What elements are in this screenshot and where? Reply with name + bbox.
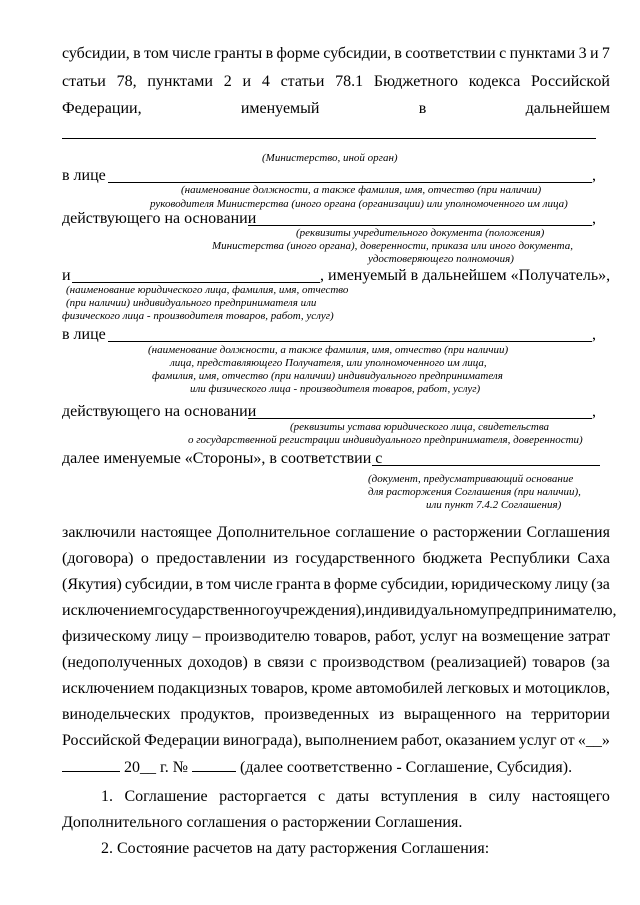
comma-2: , [592,210,596,227]
word: заключили [62,524,136,541]
body-line-9 [62,731,610,751]
word: доходов) [188,654,248,671]
word: гранта [275,576,321,593]
word: расторжении [432,524,522,541]
word: Российской [62,732,141,749]
word: (Якутия) [62,576,122,593]
word: мотоциклов, [524,680,610,697]
intro-line-3 [62,99,610,119]
p1-line-1 [101,787,610,807]
word: бюджета [422,550,483,567]
caption-deystv-1b: Министерства (иного органа), доверенности, приказа или иного документа, [212,240,573,252]
caption-deystv-1a: (реквизиты учредительного документа (положения) [296,227,545,239]
word: государственного [154,602,274,619]
caption-poluchatel-b: (при наличии) индивидуального предпринимателя или [66,297,317,309]
caption-v-litse-1a: (наименование должности, а также фамилия, имя, отчество (при наличии) [181,184,542,196]
word: (договора) [62,550,134,567]
word: в [418,100,427,117]
word: производством [322,654,425,671]
word: юридическому [451,576,552,593]
comma-4: , [592,403,596,420]
word: 78.1 [335,73,364,90]
intro-line-2 [62,72,610,92]
word: лицу [554,576,589,593]
storony-text: далее именуемые «Стороны», в соответствии с [62,450,383,467]
word: Бюджетного [373,73,459,90]
word: статьи [62,73,106,90]
word: и [589,45,599,62]
word: настоящего [531,788,610,805]
caption-v-litse-2b: лица, представляющего Получателя, или уполномоченного им лица, [170,357,487,369]
word: соглашение [335,524,415,541]
caption-v-litse-1b: руководителя Министерства (иного органа (организации) или уполномоченного им лица) [150,198,568,210]
word: расторгается [219,788,307,805]
word: легковых [446,680,510,697]
word: винограда), [222,732,302,749]
comma-3: , [592,326,596,343]
word: предоставлении [156,550,266,567]
p1-line-2: Дополнительного соглашения о расторжении Соглашения. [62,814,463,831]
year-blank: __ [140,759,156,776]
word: винодельческих [62,706,171,723]
g-no: г. № [156,759,189,776]
storony-blank [372,465,600,466]
word: с [317,788,326,805]
body-line-4 [62,601,617,621]
word: Соглашение [124,788,208,805]
word: в [394,45,402,62]
word: автомобилей [355,680,443,697]
body-line-8 [62,705,610,725]
word: выращенного [403,706,497,723]
word: в [253,654,262,671]
ministry-blank [62,138,596,139]
date-line [62,757,610,778]
word: с [499,45,507,62]
v-litse-label-1: в лице [62,167,106,184]
caption-storony-b: для расторжения Соглашения (при наличии), [368,486,581,498]
caption-v-litse-2c: фамилия, имя, отчество (при наличии) индивидуального предпринимателя [152,370,503,382]
poluchatel-blank [72,282,320,283]
word: настоящее [140,524,212,541]
body-line-5 [62,627,610,647]
word: учреждения), [273,602,366,619]
word: дальнейшем [525,100,610,117]
deystv-label-1: действующего на основании [62,210,257,227]
word: форме [276,45,320,62]
caption-deystv-2b: о государственной регистрации индивидуального предпринимателя, доверенности) [188,434,583,446]
word: (за [591,654,610,671]
v-litse-label-2: в лице [62,326,106,343]
word: Федерации [144,732,220,749]
body-line-7 [62,679,610,699]
deystv-blank-2 [248,418,592,419]
word: числе [172,45,211,62]
word: субсидии, [323,45,391,62]
word: физическому [62,628,152,645]
word: подакцизных [157,680,248,697]
intro-line-1 [62,44,610,64]
comma-1: , [592,167,596,184]
caption-deystv-2a: (реквизиты устава юридического лица, свидетельства [290,421,550,433]
word: в [469,788,478,805]
word: (реализацией) [430,654,527,671]
word: субсидии, [124,576,193,593]
word: и [242,73,252,90]
word: товаров [532,654,586,671]
word: производителю [204,628,310,645]
word: кодекса [468,73,521,90]
word: в [323,576,331,593]
word: 7 [601,45,610,62]
word: форме [334,576,378,593]
word: 3 [578,45,587,62]
word: предпринимателю, [487,602,617,619]
caption-v-litse-2d: или физического лица - производителя товаров, работ, услуг) [190,383,481,395]
word: выполнением [305,732,398,749]
v-litse-blank-2 [108,341,592,342]
i-label: и [62,267,71,284]
word: «__» [577,732,610,749]
deystv-label-2: действующего на основании [62,403,257,420]
word: том [144,45,169,62]
word: на [461,628,478,645]
word: исключением [62,680,155,697]
word: и [512,680,522,697]
date-blank [62,757,120,772]
date-line-tail: (далее соответственно - Соглашение, Субсидия). [236,759,573,776]
body-line-1 [62,523,610,543]
caption-ministry: (Министерство, иной орган) [262,152,398,164]
word: произведенных [264,706,370,723]
body-line-3 [62,575,610,595]
word: соответствии [405,45,496,62]
caption-deystv-1c: удостоверяющего полномочия) [368,253,514,265]
word: пунктами [509,45,576,62]
body-line-2 [62,549,610,569]
word: Саха [577,550,610,567]
word: Соглашения [526,524,610,541]
v-litse-blank-1 [108,182,592,183]
word: товаров, [251,680,308,697]
deystv-blank-1 [248,225,592,226]
word: 1. [101,788,113,805]
word: исключением [62,602,155,619]
word: субсидии, [62,45,130,62]
word: Федерации, [62,100,142,117]
word: о [140,550,149,567]
word: от [559,732,575,749]
word: на [505,706,522,723]
word: Дополнительное [216,524,331,541]
word: государственного [295,550,416,567]
word: 78, [116,73,137,90]
word: в [195,576,204,593]
word: (недополученных [62,654,183,671]
caption-poluchatel-a: (наименование юридического лица, фамилия, имя, отчество [66,284,349,296]
word: из [273,550,289,567]
word: кроме [311,680,353,697]
p2-line: 2. Состояние расчетов на дату расторжения Соглашения: [101,840,490,857]
word: индивидуальному [365,602,488,619]
word: 4 [261,73,270,90]
body-line-6 [62,653,610,673]
poluchatel-text: , именуемый в дальнейшем «Получатель», [320,267,611,284]
word: даты [336,788,370,805]
word: пунктами [147,73,213,90]
word: связи [267,654,304,671]
word: возмещение [481,628,564,645]
caption-storony-c: или пункт 7.4.2 Соглашения) [426,499,562,511]
word: оказанием [445,732,516,749]
word: силу [488,788,521,805]
word: 2 [223,73,232,90]
word: Российской [531,73,610,90]
word: работ, [374,628,416,645]
word: продуктов, [180,706,255,723]
word: товаров, [314,628,371,645]
year-prefix: 20 [124,759,140,776]
word: услуг [419,628,458,645]
word: статьи [280,73,325,90]
word: числе [233,576,273,593]
word: в [265,45,274,62]
caption-storony-a: (документ, предусматривающий основание [368,473,574,485]
word: услуг [518,732,557,749]
word: – [192,628,201,645]
word: о [419,524,428,541]
word: субсидии, [380,576,449,593]
word: с [309,654,317,671]
word: территории [531,706,610,723]
word: (за [591,576,610,593]
caption-v-litse-2a: (наименование должности, а также фамилия, имя, отчество (при наличии) [148,344,509,356]
word: затрат [568,628,610,645]
word: том [206,576,231,593]
word: Республики [489,550,570,567]
word: вступления [380,788,459,805]
word: из [379,706,395,723]
word: гранты [214,45,263,62]
word: в [133,45,141,62]
number-blank [192,757,236,772]
caption-poluchatel-c: физического лица - производителя товаров, работ, услуг) [62,310,334,322]
word: именуемый [240,100,320,117]
word: работ, [401,732,442,749]
word: лицу [155,628,189,645]
